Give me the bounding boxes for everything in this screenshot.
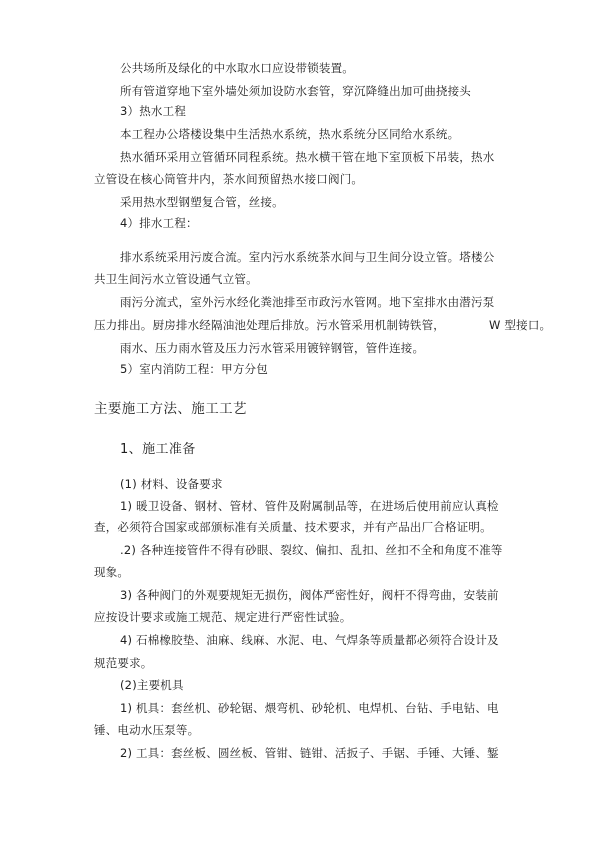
text-line: 锤、电动水压泵等。 [94, 723, 200, 737]
text-line: .2) 各种连接管件不得有砂眼、裂纹、偏扣、乱扣、丝扣不全和角度不准等 [120, 543, 503, 557]
text-fragment: 压力排出。厨房排水经隔油池处理后排放。污水管采用机制铸铁管， [94, 318, 445, 332]
text-line: 雨污分流式，室外污水经化粪池排至市政污水管网。地下室排水由潜污泵 [120, 295, 495, 309]
text-line: 本工程办公塔楼设集中生活热水系统，热水系统分区同给水系统。 [120, 127, 460, 141]
text-line: 现象。 [94, 565, 130, 579]
text-line: 排水系统采用污废合流。室内污水系统茶水间与卫生间分设立管。塔楼公 [120, 250, 495, 264]
text-line: 采用热水型钢塑复合管，丝接。 [120, 195, 284, 209]
text-line: 雨水、压力雨水管及压力污水管采用镀锌钢管，管件连接。 [120, 341, 425, 355]
text-line: 查，必须符合国家或部颁标准有关质量、技术要求，并有产品出厂合格证明。 [94, 520, 492, 534]
text-line: 所有管道穿地下室外墙处须加设防水套管，穿沉降缝出加可曲挠接头 [120, 84, 471, 98]
text-line: 公共场所及绿化的中水取水口应设带锁装置。 [120, 61, 354, 75]
text-line [94, 318, 551, 332]
item-heading: (2)主要机具 [120, 678, 184, 692]
section-heading: 3）热水工程 [120, 104, 187, 118]
subsection-heading: 1、施工准备 [120, 442, 196, 457]
text-line: 1) 暖卫设备、钢材、管材、管件及附属制品等，在进场后使用前应认真检 [120, 499, 499, 513]
text-line: 2) 工具：套丝板、圆丝板、管钳、链钳、活扳子、手锯、手锤、大锤、錾 [120, 746, 499, 760]
text-line: 立管设在核心筒管井内，茶水间预留热水接口阀门。 [94, 172, 364, 186]
text-line: 共卫生间污水立管设通气立管。 [94, 272, 258, 286]
chapter-heading: 主要施工方法、施工工艺 [94, 401, 247, 417]
text-line: 3) 各种阀门的外观要规矩无损伤，阀体严密性好，阀杆不得弯曲，安装前 [120, 588, 499, 602]
section-heading: 5）室内消防工程：甲方分包 [120, 362, 268, 376]
item-heading: (1) 材料、设备要求 [120, 477, 223, 491]
text-line: 应按设计要求或施工规范、规定进行严密性试验。 [94, 610, 352, 624]
section-heading: 4）排水工程： [120, 216, 198, 230]
text-line: 规范要求。 [94, 656, 153, 670]
text-line: 4) 石棉橡胶垫、油麻、线麻、水泥、电、气焊条等质量都必须符合设计及 [120, 633, 499, 647]
text-line: 热水循环采用立管循环同程系统。热水横干管在地下室顶板下吊装，热水 [120, 150, 495, 164]
text-line: 1) 机具：套丝机、砂轮锯、煨弯机、砂轮机、电焊机、台钻、手电钻、电 [120, 701, 499, 715]
text-fragment: W 型接口。 [489, 318, 552, 332]
